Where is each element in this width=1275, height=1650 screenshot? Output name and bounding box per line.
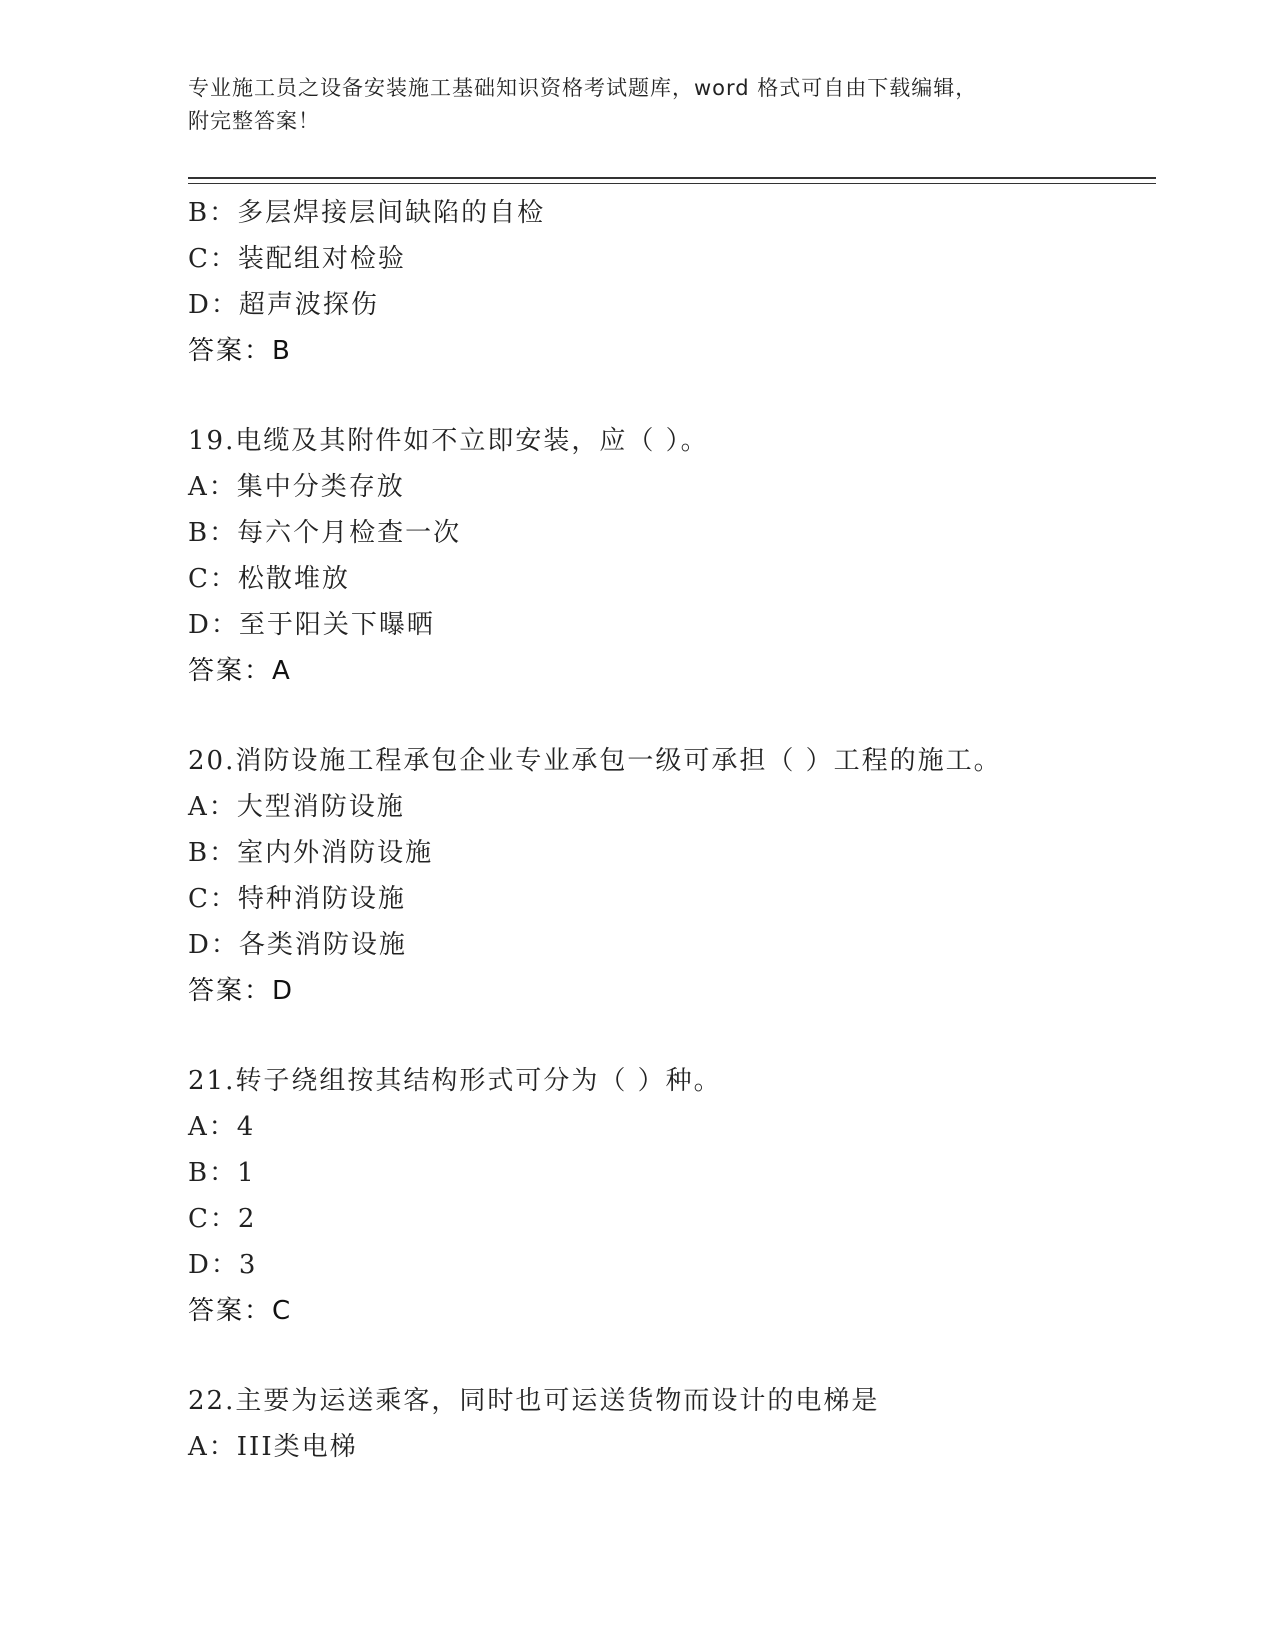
answer: 答案：B bbox=[188, 336, 292, 366]
header-rule-thick bbox=[188, 177, 1156, 179]
question-21 bbox=[188, 1058, 1148, 1334]
question-list bbox=[188, 190, 1148, 1470]
header-line-1: 专业施工员之设备安装施工基础知识资格考试题库，word 格式可自由下载编辑， bbox=[188, 76, 978, 100]
document-header bbox=[188, 72, 1068, 138]
question-stem: 21.转子绕组按其结构形式可分为（ ）种。 bbox=[188, 1066, 722, 1096]
question-18-continued bbox=[188, 190, 1148, 374]
answer: 答案：D bbox=[188, 976, 295, 1006]
question-19 bbox=[188, 418, 1148, 694]
option-b: B：每六个月检查一次 bbox=[188, 518, 462, 548]
option-a: A：集中分类存放 bbox=[188, 472, 405, 502]
option-a: A：大型消防设施 bbox=[188, 792, 405, 822]
question-20 bbox=[188, 738, 1148, 1014]
header-line-2: 附完整答案！ bbox=[188, 109, 320, 133]
option-a: A：4 bbox=[188, 1112, 256, 1142]
option-d: D：超声波探伤 bbox=[188, 290, 379, 320]
question-stem: 22.主要为运送乘客，同时也可运送货物而设计的电梯是 bbox=[188, 1386, 880, 1416]
answer: 答案：A bbox=[188, 656, 292, 686]
question-stem: 19.电缆及其附件如不立即安装，应（ ）。 bbox=[188, 426, 709, 456]
option-a: A：III类电梯 bbox=[188, 1432, 358, 1462]
option-d: D：各类消防设施 bbox=[188, 930, 407, 960]
question-stem: 20.消防设施工程承包企业专业承包一级可承担（ ）工程的施工。 bbox=[188, 746, 1002, 776]
option-c: C：特种消防设施 bbox=[188, 884, 406, 914]
option-c: C：2 bbox=[188, 1204, 257, 1234]
option-c: C：松散堆放 bbox=[188, 564, 350, 594]
option-d: D：3 bbox=[188, 1250, 258, 1280]
question-22 bbox=[188, 1378, 1148, 1470]
header-rule-thin bbox=[188, 183, 1156, 184]
option-b: B：室内外消防设施 bbox=[188, 838, 434, 868]
option-d: D：至于阳关下曝晒 bbox=[188, 610, 435, 640]
option-b: B：多层焊接层间缺陷的自检 bbox=[188, 198, 546, 228]
answer: 答案：C bbox=[188, 1296, 293, 1326]
option-b: B：1 bbox=[188, 1158, 256, 1188]
option-c: C：装配组对检验 bbox=[188, 244, 406, 274]
